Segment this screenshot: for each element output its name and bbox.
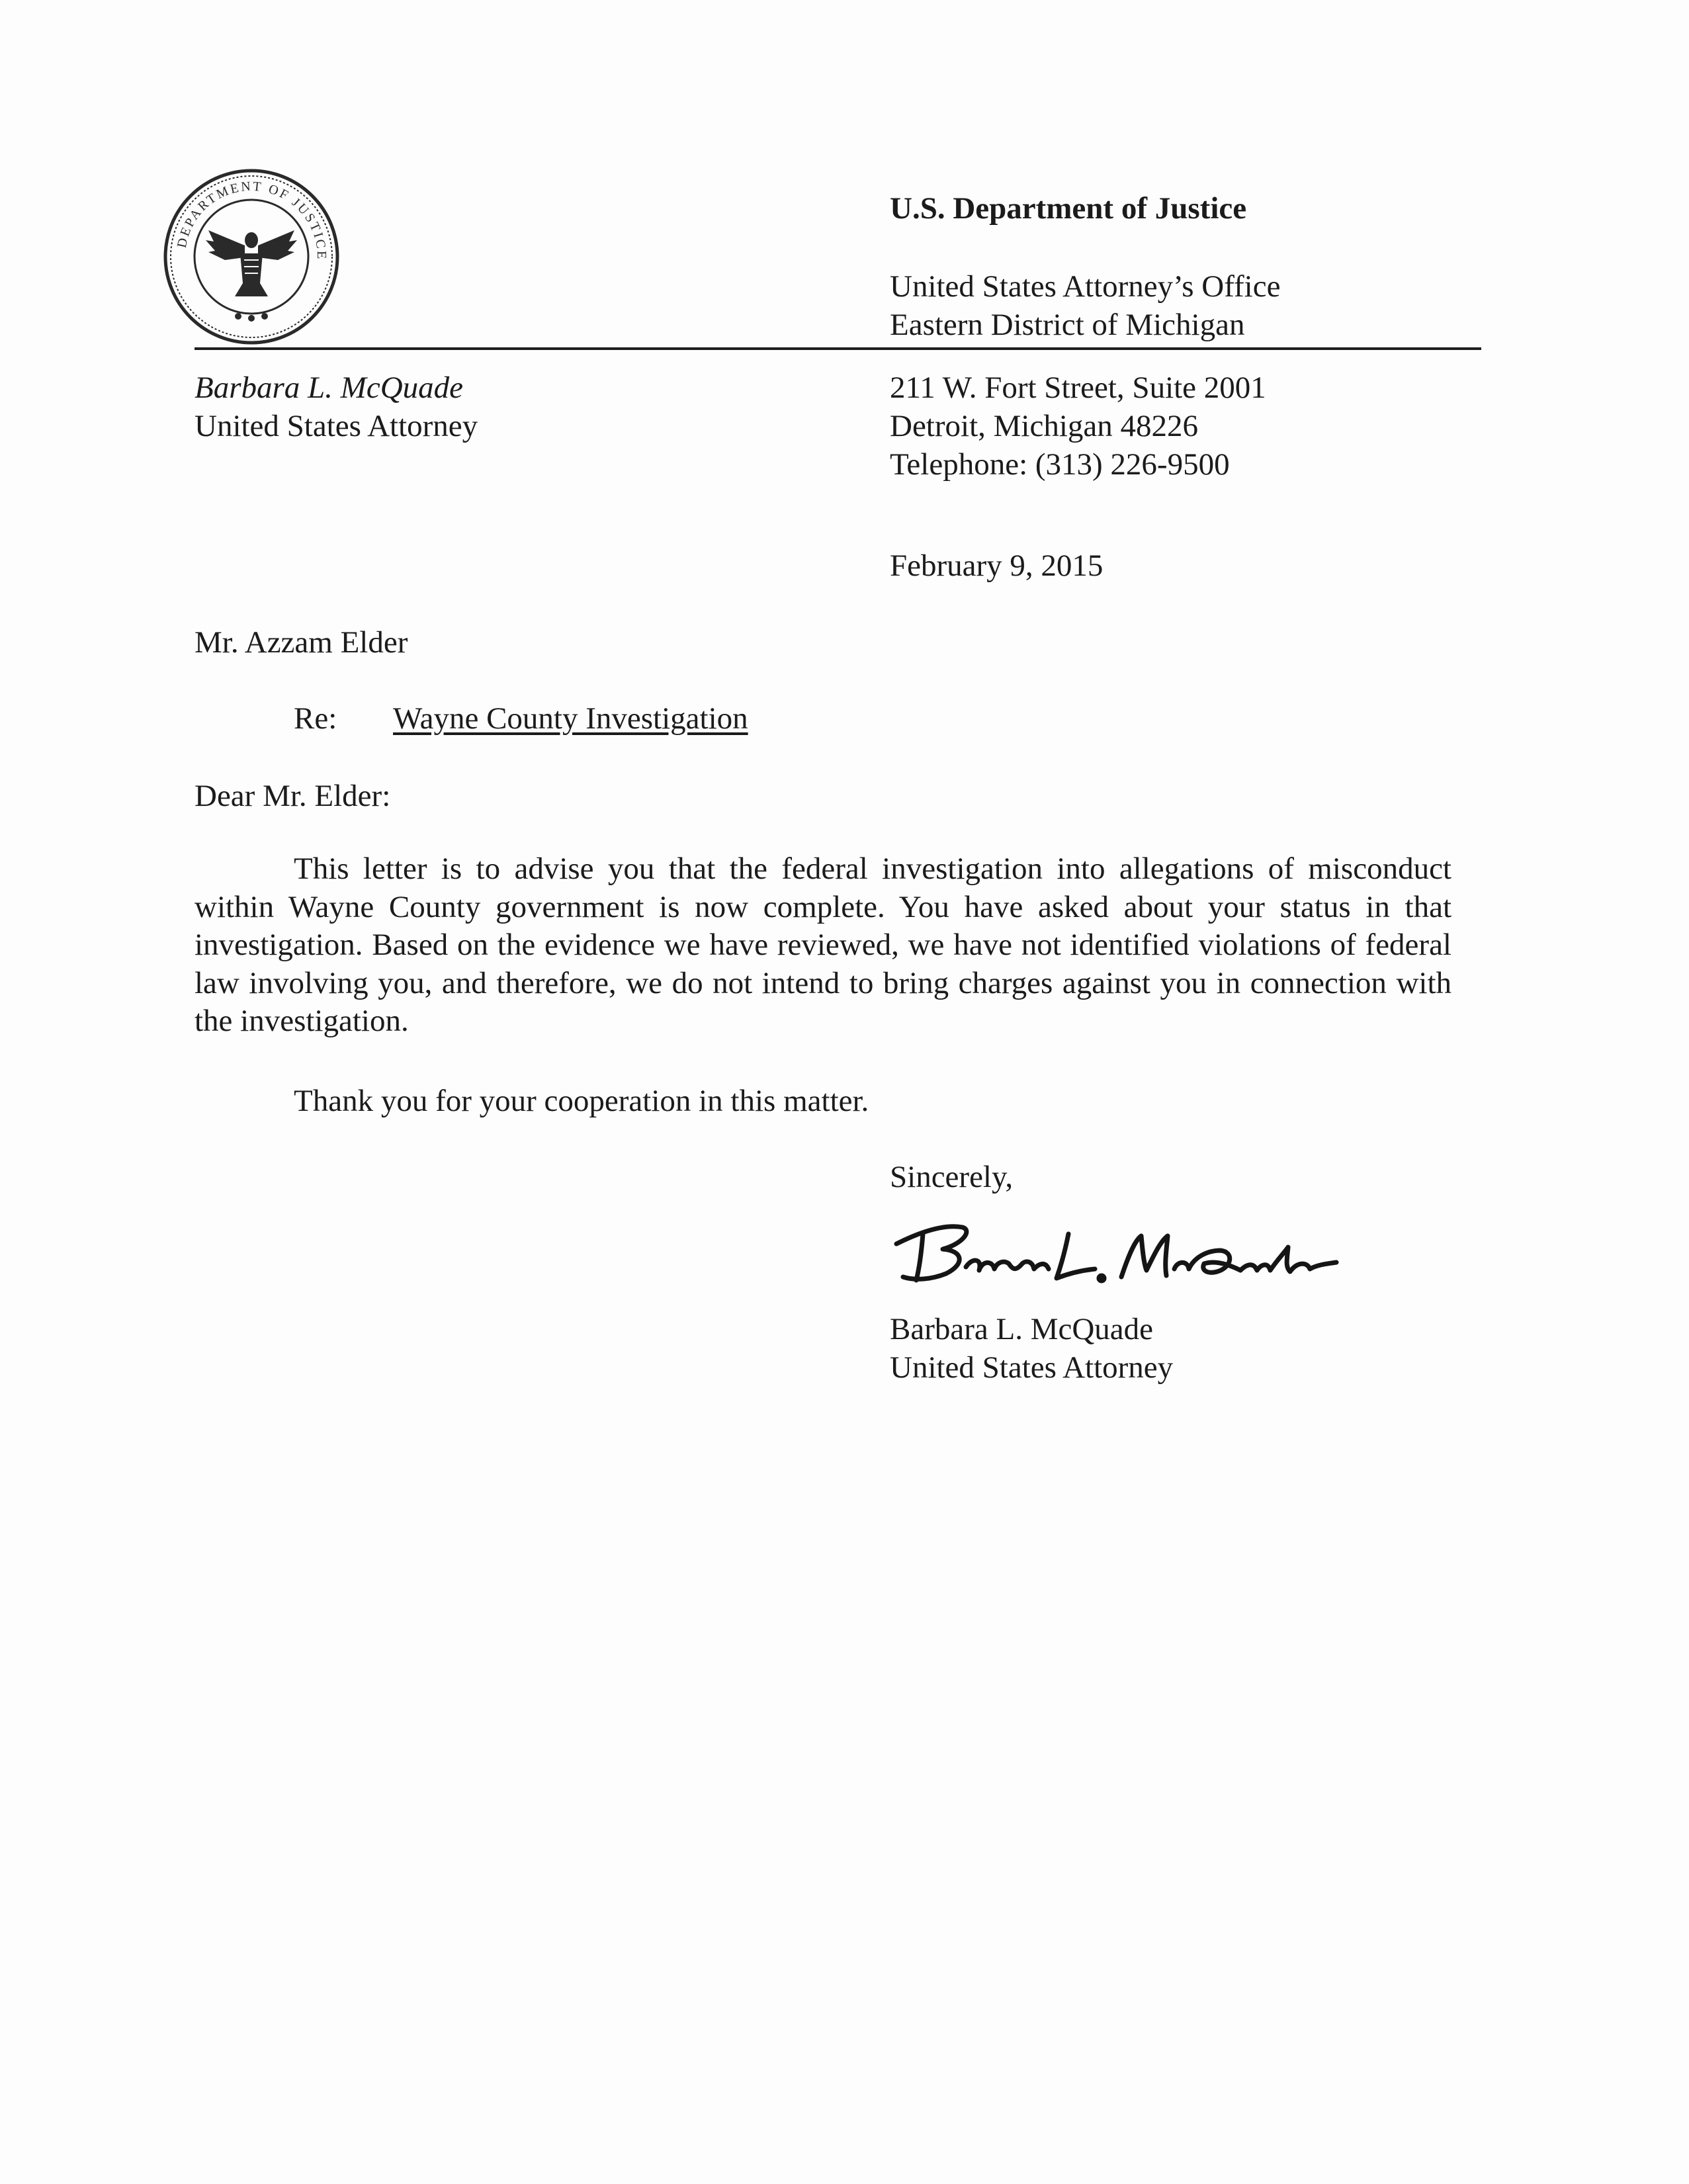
closing: Sincerely,: [890, 1160, 1014, 1194]
svg-text:DEPARTMENT OF JUSTICE: DEPARTMENT OF JUSTICE: [174, 179, 329, 261]
doj-seal-icon: [162, 167, 341, 346]
address-telephone: Telephone: (313) 226-9500: [890, 447, 1230, 482]
address-street: 211 W. Fort Street, Suite 2001: [890, 371, 1266, 405]
address-city: Detroit, Michigan 48226: [890, 409, 1199, 443]
sender-block: [195, 369, 478, 445]
signer-block: [890, 1310, 1173, 1387]
salutation: Dear Mr. Elder:: [195, 779, 391, 813]
thanks-paragraph: Thank you for your cooperation in this matter.: [294, 1084, 869, 1118]
sender-name: Barbara L. McQuade: [195, 371, 463, 405]
body-paragraph: This letter is to advise you that the federal investigation into allegations of misconduct within Wayne County government is now complete. You have asked about your status in that investigation. Based on the evidence we have reviewed, we have not identified violations of federal law involving you, and therefore, we do not intend to bring charges against you in connection with the investigation.: [195, 852, 1451, 1038]
office-name: United States Attorney’s Office: [890, 269, 1281, 304]
re-label: Re:: [294, 701, 337, 736]
letter-date: February 9, 2015: [890, 548, 1104, 583]
signer-title: United States Attorney: [890, 1350, 1174, 1385]
office-address: [890, 369, 1266, 484]
signer-name: Barbara L. McQuade: [890, 1312, 1154, 1346]
district-name: Eastern District of Michigan: [890, 308, 1245, 342]
sender-title: United States Attorney: [195, 409, 478, 443]
handwritten-signature: [883, 1198, 1346, 1303]
re-subject: Wayne County Investigation: [393, 701, 748, 736]
office-block: [890, 267, 1280, 344]
recipient-name: Mr. Azzam Elder: [195, 625, 408, 660]
department-name: U.S. Department of Justice: [890, 191, 1247, 226]
letterhead-divider: [195, 347, 1481, 350]
